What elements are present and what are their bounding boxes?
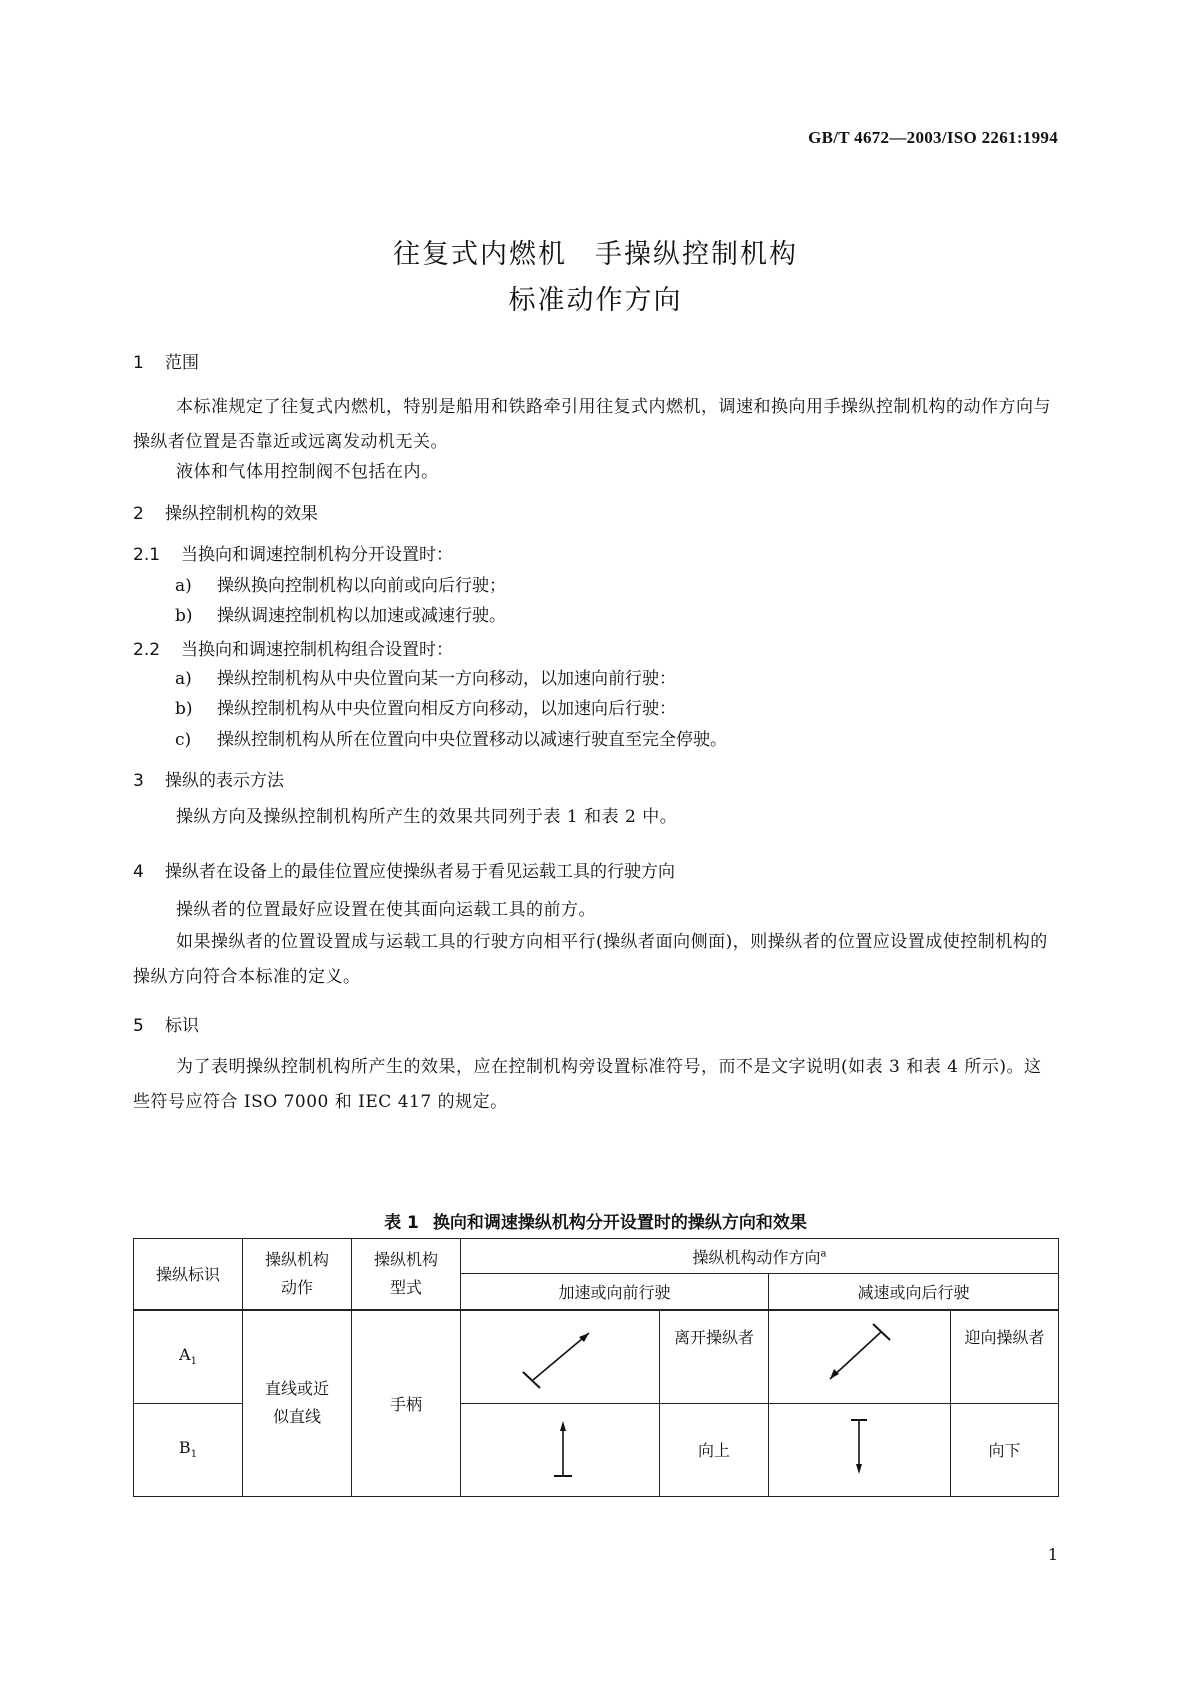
list-item (175, 664, 676, 689)
section-number: 1 (133, 353, 144, 373)
list-item-text: 操纵控制机构从中央位置向相反方向移动，以加速向后行驶： (217, 699, 676, 719)
header-action-line2: 动作 (280, 1277, 313, 1297)
title-part2: 手操纵控制机构 (595, 239, 798, 270)
section-title: 当换向和调速控制机构组合设置时： (181, 640, 453, 660)
header-mark: 操纵标识 (134, 1239, 243, 1310)
mark-subscript: 1 (190, 1449, 198, 1461)
decel-symbol-cell (769, 1403, 951, 1496)
section-1-heading (133, 348, 199, 373)
table-1 (133, 1238, 1059, 1497)
section-number: 5 (133, 1016, 144, 1036)
section-number: 2 (133, 504, 144, 524)
list-item (175, 725, 727, 750)
list-item-text: 操纵控制机构从所在位置向中央位置移动以减速行驶直至完全停驶。 (217, 730, 727, 750)
section-1-paragraph-1: 本标准规定了往复式内燃机，特别是船用和铁路牵引用往复式内燃机，调速和换向用手操纵控制机构的动作方向与操纵者位置是否靠近或远离发动机无关。 (133, 397, 1051, 452)
list-item (175, 601, 506, 626)
section-title: 当换向和调速控制机构分开设置时： (181, 545, 453, 565)
table-caption-number: 表 1 (384, 1213, 419, 1233)
section-4-paragraph-1: 操纵者的位置最好应设置在使其面向运载工具的前方。 (176, 900, 596, 920)
section-title: 范围 (165, 353, 199, 373)
diagonal-arrow-down-left-icon (769, 1311, 951, 1399)
header-action-line1: 操纵机构 (264, 1249, 329, 1269)
row-mark (134, 1310, 243, 1404)
accel-symbol-cell (461, 1403, 660, 1496)
section-2-1-heading (133, 540, 453, 565)
list-item-label: b) (175, 606, 193, 626)
section-4-heading (133, 857, 675, 882)
list-item-label: b) (175, 699, 193, 719)
vertical-arrow-up-icon (461, 1404, 660, 1492)
section-5-paragraph-1: 为了表明操纵控制机构所产生的效果，应在控制机构旁设置标准符号，而不是文字说明(如表 3 和表 4 所示)。这些符号应符合 ISO 7000 和 IEC 417 的规定。 (133, 1057, 1042, 1112)
row-mark (134, 1403, 243, 1496)
footnote-mark: a (820, 1248, 827, 1260)
header-decel: 减速或向后行驶 (769, 1274, 1059, 1310)
section-title: 操纵控制机构的效果 (165, 504, 318, 524)
list-item-text: 操纵换向控制机构以向前或向后行驶； (217, 576, 506, 596)
section-2-2-heading (133, 635, 453, 660)
decel-effect-cell: 迎向操纵者 (951, 1310, 1059, 1404)
list-item-label: a) (175, 669, 192, 689)
header-type (352, 1239, 461, 1310)
section-number: 4 (133, 862, 144, 882)
accel-effect-cell: 离开操纵者 (660, 1310, 769, 1404)
decel-symbol-cell (769, 1310, 951, 1404)
section-number: 3 (133, 771, 144, 791)
title-part1: 往复式内燃机 (393, 239, 567, 270)
mark-letter: B (178, 1438, 191, 1458)
table-caption-text: 换向和调速操纵机构分开设置时的操纵方向和效果 (432, 1213, 807, 1233)
section-title: 操纵的表示方法 (165, 771, 284, 791)
list-item-label: a) (175, 576, 192, 596)
list-item-text: 操纵控制机构从中央位置向某一方向移动，以加速向前行驶： (217, 669, 676, 689)
mark-letter: A (179, 1345, 191, 1365)
section-1-paragraph-2: 液体和气体用控制阀不包括在内。 (176, 462, 439, 482)
standard-number: GB/T 4672—2003/ISO 2261:1994 (808, 128, 1058, 147)
motion-line1: 直线或近 (264, 1379, 329, 1398)
section-5-heading (133, 1011, 199, 1036)
section-number: 2.1 (133, 545, 161, 565)
header-type-line2: 型式 (389, 1277, 422, 1297)
vertical-arrow-down-icon (769, 1404, 951, 1492)
page-number: 1 (1047, 1545, 1058, 1564)
table-row (134, 1310, 1059, 1404)
table-1-caption (0, 1208, 1191, 1233)
list-item (175, 694, 676, 719)
document-title-line1 (0, 232, 1191, 271)
section-title: 操纵者在设备上的最佳位置应使操纵者易于看见运载工具的行驶方向 (165, 862, 675, 882)
section-3-paragraph-1: 操纵方向及操纵控制机构所产生的效果共同列于表 1 和表 2 中。 (176, 807, 678, 827)
header-direction-text: 操纵机构动作方向 (692, 1247, 821, 1267)
mark-subscript: 1 (190, 1356, 197, 1368)
diagonal-arrow-up-right-icon (461, 1311, 660, 1399)
accel-effect-cell: 向上 (660, 1403, 769, 1496)
document-title-line2: 标准动作方向 (508, 285, 683, 316)
header-direction (461, 1239, 1059, 1274)
list-item-label: c) (175, 730, 192, 750)
type-cell: 手柄 (352, 1310, 461, 1497)
section-number: 2.2 (133, 640, 161, 660)
section-2-heading (133, 499, 318, 524)
list-item-text: 操纵调速控制机构以加速或减速行驶。 (217, 606, 506, 626)
motion-cell (243, 1310, 352, 1497)
section-4-paragraph-2: 如果操纵者的位置设置成与运载工具的行驶方向相平行(操纵者面向侧面)，则操纵者的位置应设置成使控制机构的操纵方向符合本标准的定义。 (133, 932, 1048, 987)
header-type-line1: 操纵机构 (373, 1249, 438, 1269)
list-item (175, 571, 506, 596)
header-accel: 加速或向前行驶 (461, 1274, 769, 1310)
accel-symbol-cell (461, 1310, 660, 1404)
section-3-heading (133, 766, 284, 791)
header-action (243, 1239, 352, 1310)
motion-line2: 似直线 (272, 1407, 321, 1426)
section-title: 标识 (165, 1016, 199, 1036)
decel-effect-cell: 向下 (951, 1403, 1059, 1496)
